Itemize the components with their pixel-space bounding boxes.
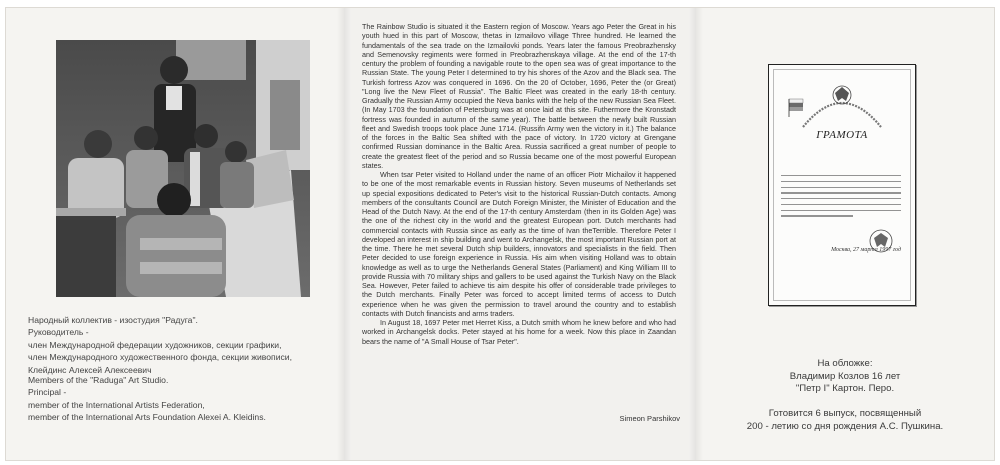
cover-note: [696, 358, 994, 396]
next-issue-note: [696, 408, 994, 433]
cover-line: "Петр I" Картон. Перо.: [795, 383, 895, 395]
brochure-sheet: [6, 8, 994, 460]
certificate-line: [781, 210, 901, 211]
cover-line: На обложке:: [817, 358, 873, 369]
fold-crease: [689, 8, 703, 460]
article-paragraph: The Rainbow Studio is situated it the Eastern region of Moscow. Years ago Peter the Great in his youth hued in this part of Moscow, thetas in Izmailovo village Three hundred. He learned the fundamentals of the sea trade on the Izmailovki ponds. Years later the famous Preobrazhensky and Semenovsky regiments were formed in Preobrazhenskaya village. At the end of the 17-th century the problem of founding a navigable route to the open sea was of great importance to the Russian State. The young Peter I determined to try his shores of the Azov and the Black sea. The Turkish fortress Azov was conquered in 1696. On the 20 of October, 1696, Peter the (or Great) "Long live the New Fleet of Russia". The Baltic Fleet was created in the early 18-th century. Gradually the Russian Army occupied the Neva banks with the help of the new Russian Sea Fleet. (In May 1703 the foundation of Petersburg was at once laid at this site. Futhermore the Kronstadt fortress was founded in autumn of the same year). The battle between the newly built Russian fleet and Swedish troops took place June 1714. (Russifn Army wen the victory in it.) The balance of the forces in the Baltic Sea shifted with the pace of victory. In 1720 victory at Grengane confirmed Russian dominance in the Baltic Area. Russia sacrificed a great number of people to create the greatest fleet of the period and so Russia became one of the most powerful European states.: [362, 22, 676, 170]
caption-russian: [28, 314, 333, 376]
caption-en-line: Members of the "Raduga" Art Studio.: [28, 375, 169, 385]
certificate-body-text: [781, 175, 901, 221]
certificate-line: [781, 198, 901, 199]
caption-ru-line: член Международного художественного фонда, секции живописи,: [28, 352, 292, 363]
certificate-line: [781, 175, 901, 176]
caption-ru-line: Народный коллектив - изостудия "Радуга".: [28, 315, 198, 325]
certificate-date: Москва, 27 марта 1997 год: [831, 247, 901, 253]
certificate-line: [781, 204, 901, 205]
article-paragraph: When tsar Peter visited to Holland under the name of an officer Piotr Michailov it happened to be one of the most remarkable events in Russian history. Seven museums of Netherlands set up special expositions dedicated to Peter's visit to the historical Russian-Dutch contacts. Among members of the consultants Council are Dutch Foreign Minister, the Minister of Education and the Head of the Dutch Navy. At the end of the 17-th century Amsterdam (then in its Golden Age) was the one of the richest city in the world and the greatest European port. Dutch merchants had commercial contacts with Russia since as early as the time of Ivan theTerrible. Therefore Peter I developed an interest in ship building and went to Archangelsk, the most important Russian port at the time. There he met several Dutch ship builders, innovators and specialists in the field. Then Peter decided to use foreign experience in Russia. His aim when visiting Holland was to obtain knowledge as well as to urge the Netherlands General States (Parliament) and King William III to provide Russia with 70 military ships and gallers to be used against the Turkish Navy on the Black Sea. However, Peter failed to achieve tis aim despite his offer of considerable trade privileges to the Dutch merchants. Finally Peter was forced to accept limited terms of access to Dutch experience when he was given the permission to travel around the country and to establish contacts with Dutch financists and arms traders.: [362, 170, 676, 318]
author-signature: Simeon Parshikov: [619, 414, 680, 423]
cover-line: Владимир Козлов 16 лет: [789, 370, 901, 382]
article-paragraph: In August 18, 1697 Peter met Herret Kiss, a Dutch smith whom he knew before and who had worked in Archangelsk docks. Peter stayed at his home for a week. Now this place in Zaandan bears the name of "A Small House of Tsar Peter".: [362, 318, 676, 346]
caption-en-line: Principal -: [28, 387, 67, 398]
certificate-title: ГРАМОТА: [816, 129, 868, 141]
certificate-line: [781, 181, 901, 182]
issue-line: 200 - летию со дня рождения А.С. Пушкина.: [746, 420, 944, 432]
issue-line: Готовится 6 выпуск, посвященный: [768, 408, 922, 419]
left-panel: [6, 8, 344, 460]
caption-en-line: member of the International Artists Federation,: [28, 399, 205, 410]
certificate-line: [781, 187, 901, 188]
caption-en-line: member of the International Arts Foundation Alexei A. Kleidins.: [28, 412, 266, 423]
middle-panel: [344, 8, 696, 460]
caption-ru-line: Руководитель -: [28, 327, 89, 338]
studio-photo: [56, 40, 310, 297]
right-panel: [696, 8, 994, 460]
studio-photo-illustration: [56, 40, 310, 297]
fold-crease: [337, 8, 351, 460]
caption-ru-line: Клейдинс Алексей Алексеевич: [28, 364, 152, 375]
certificate-line: [781, 215, 853, 216]
certificate-line: [781, 192, 901, 193]
caption-ru-line: член Международной федерации художников, секции графики,: [28, 339, 282, 350]
certificate-image: [768, 64, 916, 306]
caption-english: [28, 374, 333, 424]
history-article: [362, 22, 676, 346]
